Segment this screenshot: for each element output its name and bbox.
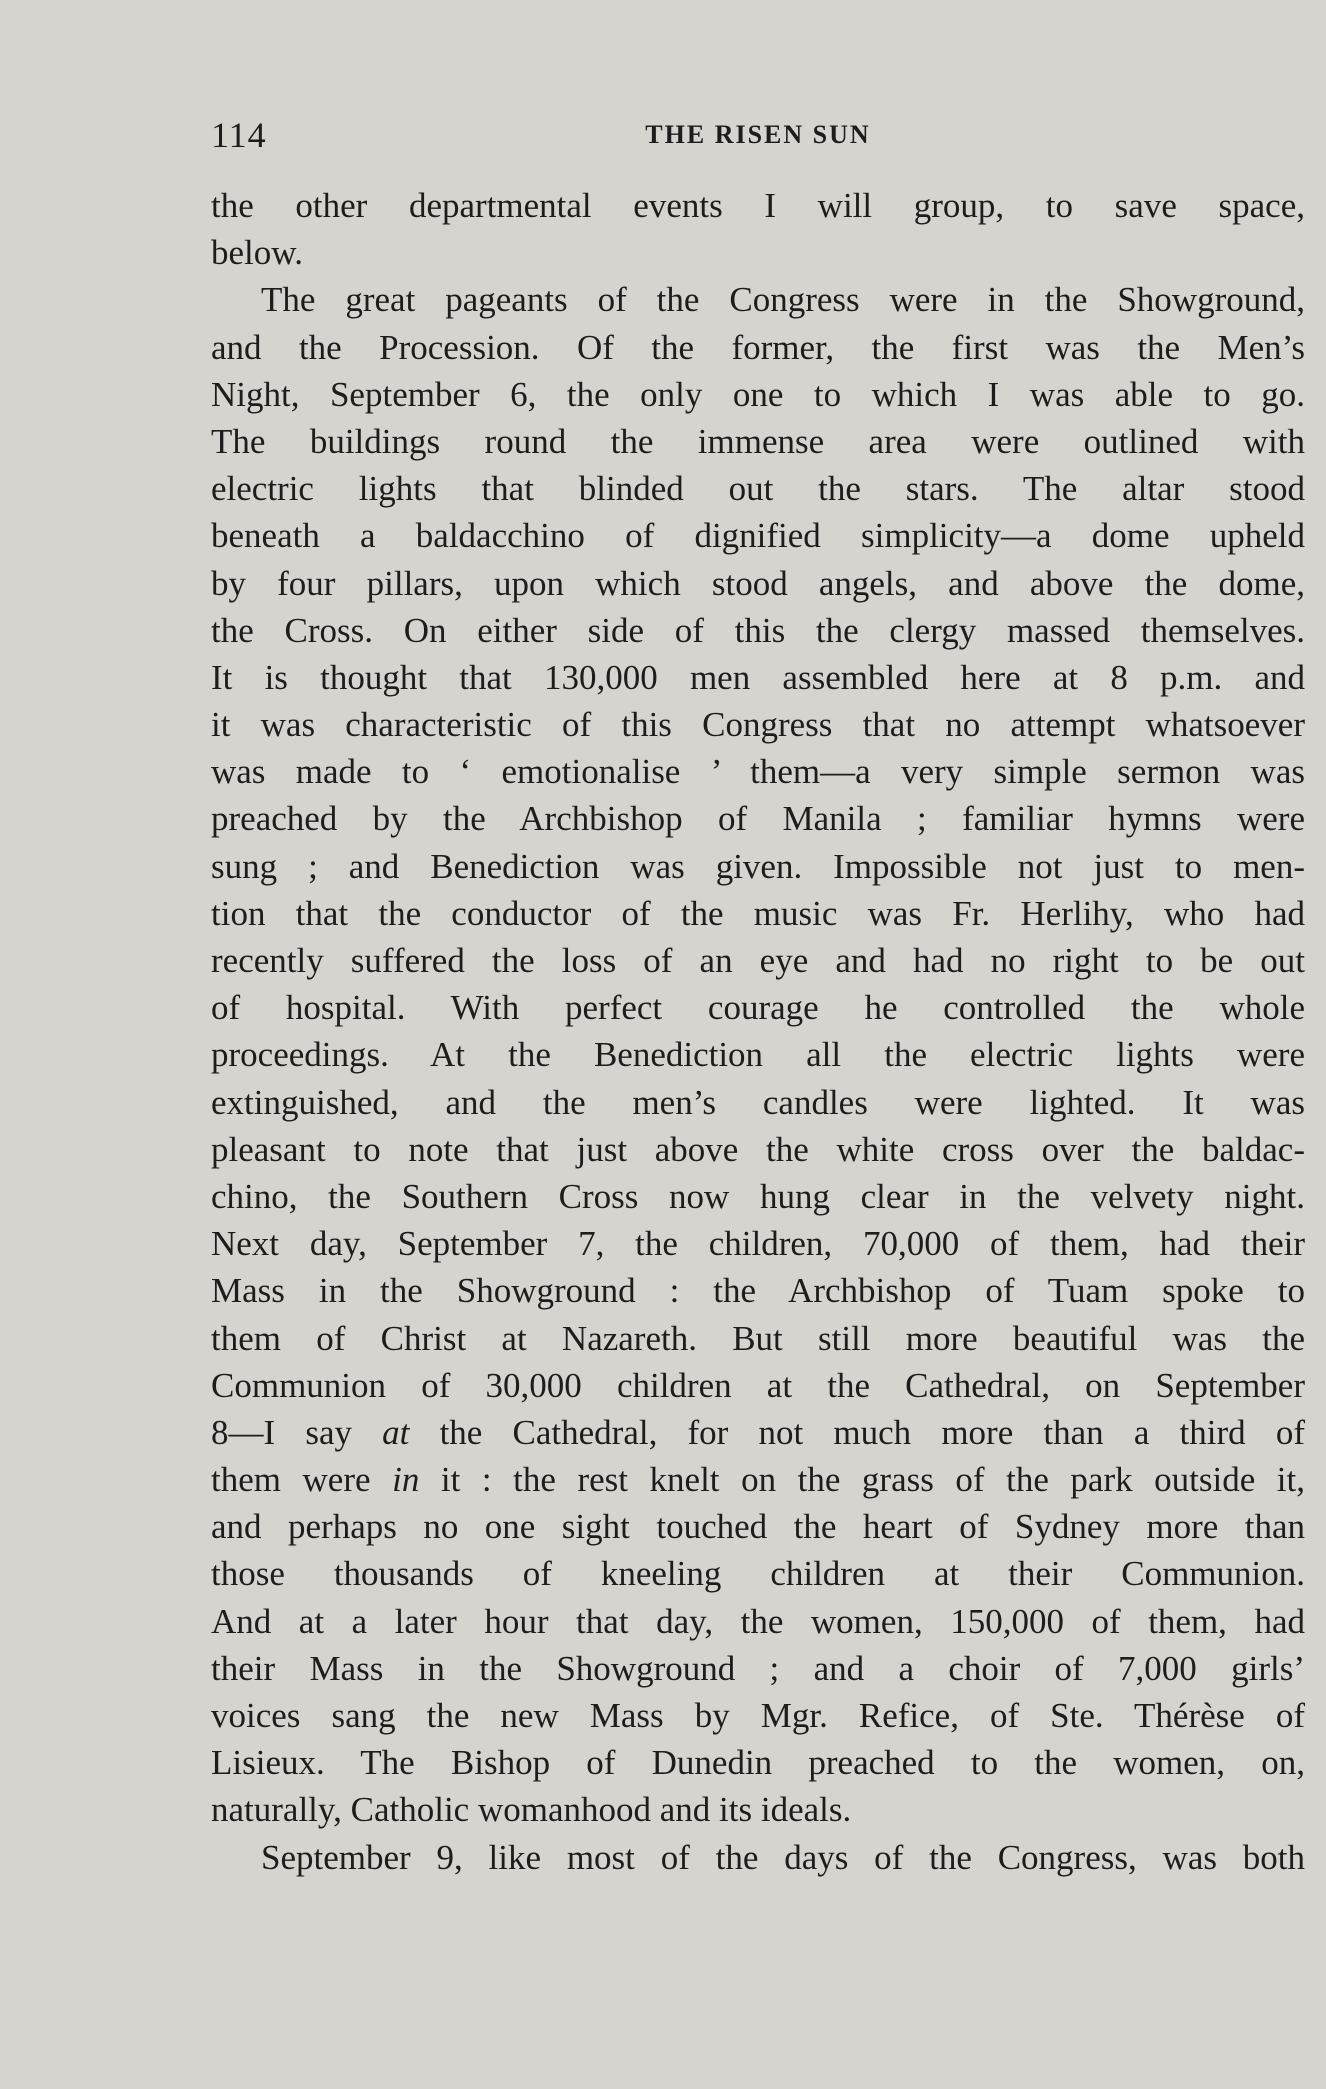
text-line: it was characteristic of this Congress that no attempt whatsoever [211,705,1305,745]
text-line: Mass in the Showground : the Archbishop of Tuam spoke to [211,1271,1305,1311]
text-line: The great pageants of the Congress were in the Showground, [261,280,1305,320]
text-line: The buildings round the immense area were outlined with [211,421,1305,461]
text-line [211,1409,1305,1456]
page-header [211,114,1305,164]
text-line: beneath a baldacchino of dignified simplicity—a dome upheld [211,516,1305,556]
text-line: them of Christ at Nazareth. But still more beautiful was the [211,1318,1305,1358]
text-line: was made to ‘ emotionalise ’ them—a very simple sermon was [211,752,1305,792]
text-line: tion that the conductor of the music was Fr. Herlihy, who had [211,893,1305,933]
text-line: the Cross. On either side of this the clergy massed themselves. [211,610,1305,650]
text-line: pleasant to note that just above the white cross over the baldac- [211,1129,1305,1169]
text-line: and the Procession. Of the former, the first was the Men’s [211,327,1305,367]
text-line: Communion of 30,000 children at the Cathedral, on September [211,1365,1305,1405]
text-line: Next day, September 7, the children, 70,000 of them, had their [211,1224,1305,1264]
text-line: recently suffered the loss of an eye and had no right to be out [211,941,1305,980]
text-line: Lisieux. The Bishop of Dunedin preached to the women, on, [211,1743,1305,1783]
text-line: sung ; and Benediction was given. Impossible not just to men- [211,846,1305,886]
text-line: voices sang the new Mass by Mgr. Refice, of Ste. Thérèse of [211,1696,1305,1735]
text-line: below. [211,233,304,273]
text-fragment: them were [211,1460,393,1500]
text-line: their Mass in the Showground ; and a choir of 7,000 girls’ [211,1648,1305,1688]
italic-word: at [382,1412,410,1452]
text-line: September 9, like most of the days of the Congress, was both [261,1837,1305,1877]
text-line: chino, the Southern Cross now hung clear in the velvety night. [211,1176,1305,1216]
text-line: proceedings. At the Benediction all the electric lights were [211,1035,1305,1075]
running-title: THE RISEN SUN [645,120,871,149]
text-line: of hospital. With perfect courage he controlled the whole [211,988,1305,1028]
text-line: by four pillars, upon which stood angels, and above the dome, [211,563,1305,603]
text-fragment: the Cathedral, for not much more than a third of [409,1412,1305,1452]
text-line: And at a later hour that day, the women, 150,000 of them, had [211,1601,1305,1641]
text-line: electric lights that blinded out the stars. The altar stood [211,469,1305,509]
body-text [211,182,1305,1881]
text-line: those thousands of kneeling children at their Communion. [211,1554,1305,1594]
page-number: 114 [211,115,267,155]
text-line: the other departmental events I will group, to save space, [211,186,1305,225]
text-line: It is thought that 130,000 men assembled here at 8 p.m. and [211,657,1305,697]
text-line: and perhaps no one sight touched the heart of Sydney more than [211,1507,1305,1547]
text-line [211,1456,1305,1503]
text-line: preached by the Archbishop of Manila ; familiar hymns were [211,799,1305,839]
text-fragment: it : the rest knelt on the grass of the park outside it, [419,1460,1306,1500]
text-line: Night, September 6, the only one to which I was able to go. [211,374,1305,414]
text-line: naturally, Catholic womanhood and its ideals. [211,1790,852,1830]
text-fragment: 8—I say [211,1412,383,1452]
italic-word: in [392,1460,420,1500]
text-line: extinguished, and the men’s candles were lighted. It was [211,1082,1305,1122]
